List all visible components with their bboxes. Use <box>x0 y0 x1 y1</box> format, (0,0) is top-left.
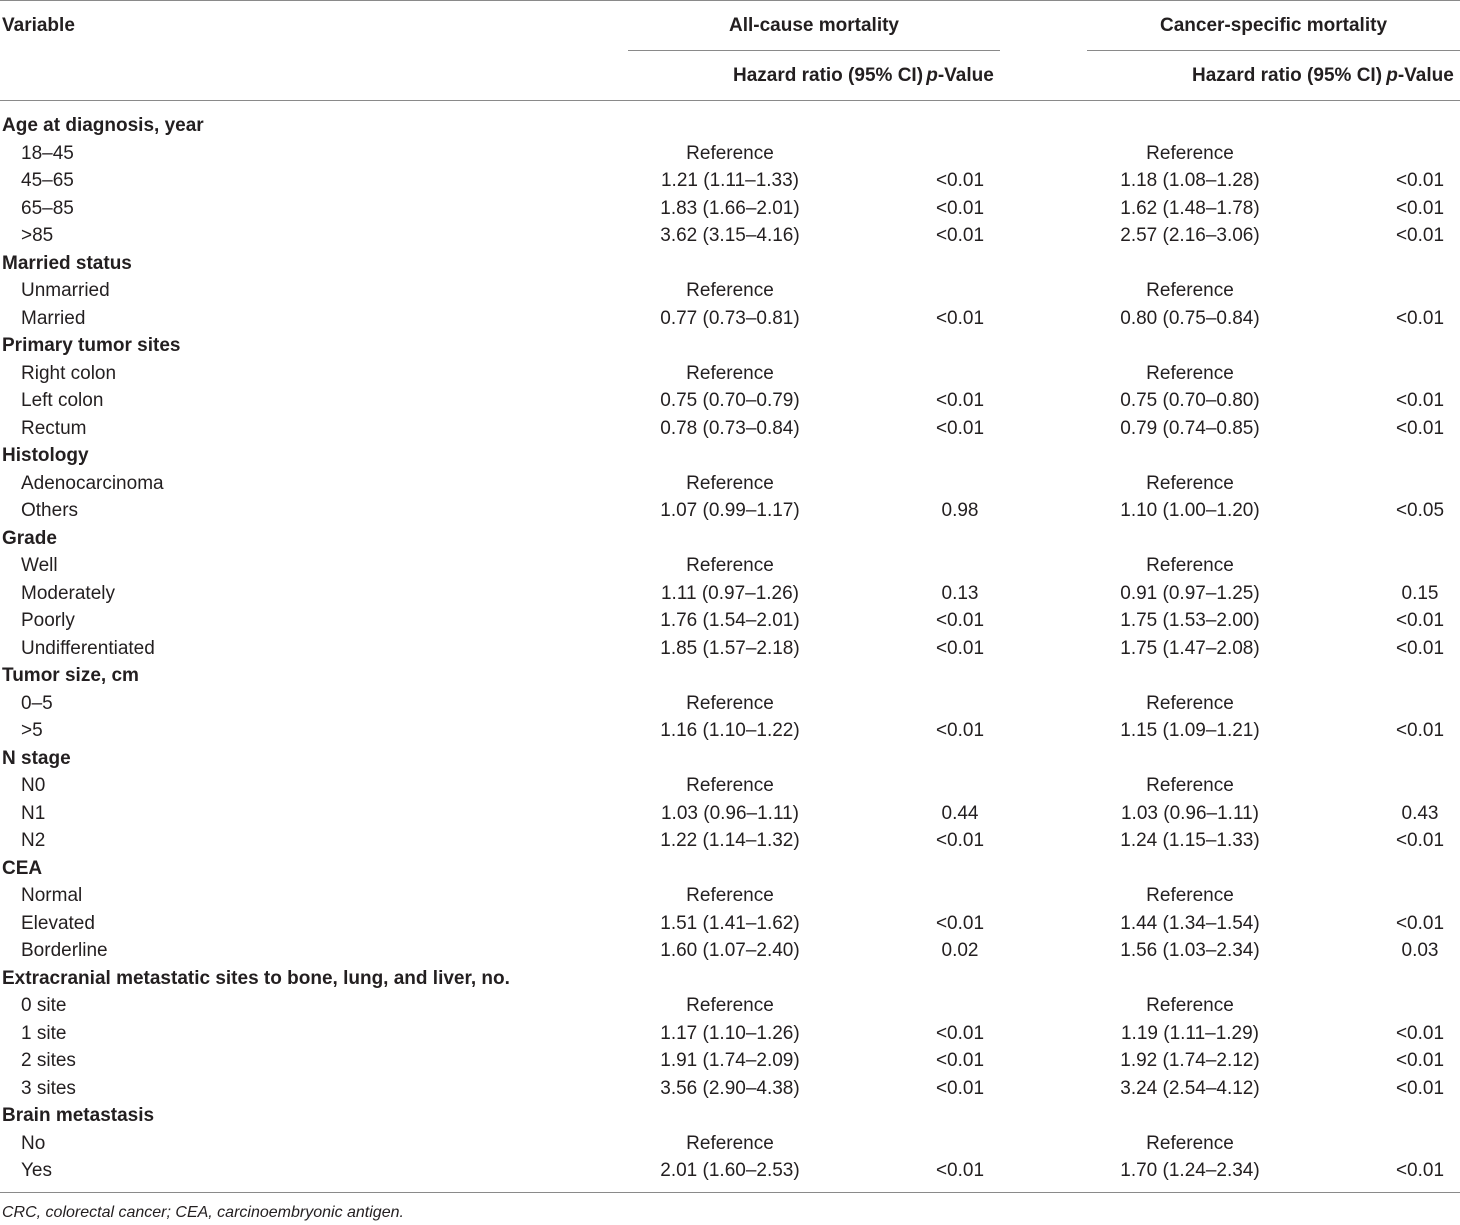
hazard-ratio-cancer-specific: 1.15 (1.09–1.21) <box>1120 720 1260 741</box>
hazard-ratio-cancer-specific: Reference <box>1146 692 1234 714</box>
hazard-ratio-cancer-specific: Reference <box>1146 775 1234 796</box>
p-value-cancer-specific: <0.01 <box>1395 390 1445 411</box>
section-row <box>0 112 1460 140</box>
p-value-all-cause: 0.44 <box>941 802 979 824</box>
hazard-ratio-cancer-specific: 1.19 (1.11–1.29) <box>1120 1022 1260 1044</box>
p-value-all-cause: <0.01 <box>935 610 985 631</box>
hazard-ratio-cancer-specific: 1.62 (1.48–1.78) <box>1120 197 1260 219</box>
table-row <box>0 1020 1460 1048</box>
p-value-all-cause: <0.01 <box>935 637 985 659</box>
p-value-all-cause: 0.13 <box>941 582 979 604</box>
table-body <box>0 112 1460 1185</box>
hazard-ratio-all-cause: Reference <box>686 885 774 906</box>
p-value-all-cause: <0.01 <box>935 1050 985 1071</box>
table-row <box>0 635 1460 663</box>
row-label: Poorly <box>21 610 75 631</box>
top-rule <box>0 0 1460 1</box>
row-label: Well <box>21 555 58 576</box>
row-label: >85 <box>21 225 54 246</box>
p-value-cancer-specific: <0.01 <box>1395 912 1445 934</box>
table-row <box>0 1047 1460 1075</box>
table-row <box>0 552 1460 580</box>
table-row <box>0 827 1460 855</box>
row-label: Moderately <box>21 582 115 604</box>
table-row <box>0 387 1460 415</box>
hazard-ratio-all-cause: 0.77 (0.73–0.81) <box>660 307 800 329</box>
hazard-ratio-all-cause: Reference <box>686 995 774 1016</box>
row-label: 45–65 <box>21 170 74 191</box>
p-value-cancer-specific: <0.01 <box>1395 307 1445 329</box>
table-row <box>0 1130 1460 1158</box>
p-value-cancer-specific: <0.01 <box>1395 720 1445 741</box>
row-label: 3 sites <box>21 1077 76 1099</box>
p-value-all-cause: 0.98 <box>941 500 979 521</box>
table-row <box>0 1075 1460 1103</box>
hazard-ratio-all-cause: 0.75 (0.70–0.79) <box>660 390 800 411</box>
header-cancer-specific-mortality: Cancer-specific mortality <box>1159 15 1388 36</box>
section-row <box>0 250 1460 278</box>
hazard-ratio-cancer-specific: 1.75 (1.53–2.00) <box>1120 610 1260 631</box>
p-value-all-cause: <0.01 <box>935 1160 985 1181</box>
section-row <box>0 745 1460 773</box>
table-row <box>0 497 1460 525</box>
p-value-cancer-specific: 0.03 <box>1401 940 1439 961</box>
row-label: Undifferentiated <box>21 637 155 659</box>
p-value-cancer-specific: <0.01 <box>1395 197 1445 219</box>
hazard-ratio-all-cause: 2.01 (1.60–2.53) <box>660 1160 800 1181</box>
hazard-ratio-cancer-specific: 1.10 (1.00–1.20) <box>1120 500 1260 521</box>
p-value-all-cause: <0.01 <box>935 307 985 329</box>
row-label: Yes <box>21 1160 52 1181</box>
hazard-ratio-all-cause: 1.51 (1.41–1.62) <box>660 912 800 934</box>
row-label: Unmarried <box>21 280 110 301</box>
hazard-ratio-cancer-specific: 0.75 (0.70–0.80) <box>1120 390 1260 411</box>
p-value-all-cause: <0.01 <box>935 390 985 411</box>
hazard-ratio-all-cause: 1.60 (1.07–2.40) <box>660 940 800 961</box>
section-label: Histology <box>2 445 89 466</box>
all-cause-subrule <box>628 50 1000 51</box>
table-row <box>0 910 1460 938</box>
row-label: Left colon <box>21 390 104 411</box>
p-value-cancer-specific: <0.01 <box>1395 417 1445 439</box>
p-value-all-cause: <0.01 <box>935 225 985 246</box>
hazard-ratio-cancer-specific: Reference <box>1146 885 1234 906</box>
p-value-all-cause: 0.02 <box>941 940 979 961</box>
hazard-ratio-all-cause: Reference <box>686 472 774 494</box>
table-row <box>0 140 1460 168</box>
p-value-cancer-specific: <0.01 <box>1395 1077 1445 1099</box>
row-label: 18–45 <box>21 142 74 164</box>
row-label: No <box>21 1132 46 1154</box>
hazard-ratio-cancer-specific: 1.03 (0.96–1.11) <box>1120 802 1260 824</box>
section-row <box>0 525 1460 553</box>
hazard-ratio-all-cause: 3.62 (3.15–4.16) <box>660 225 800 246</box>
p-value-all-cause: <0.01 <box>935 1077 985 1099</box>
hazard-ratio-cancer-specific: Reference <box>1146 555 1234 576</box>
row-label: Right colon <box>21 362 117 384</box>
hazard-ratio-all-cause: 1.11 (0.97–1.26) <box>660 582 800 604</box>
p-value-cancer-specific: <0.01 <box>1395 637 1445 659</box>
hazard-ratio-all-cause: 1.21 (1.11–1.33) <box>660 170 800 191</box>
row-label: N0 <box>21 775 46 796</box>
p-value-cancer-specific: <0.01 <box>1395 1160 1445 1181</box>
table-row <box>0 277 1460 305</box>
table-footnote: CRC, colorectal cancer; CEA, carcinoembryonic antigen. <box>2 1204 404 1221</box>
table-row <box>0 717 1460 745</box>
table-row <box>0 167 1460 195</box>
hazard-ratio-all-cause: 1.85 (1.57–2.18) <box>660 637 800 659</box>
header-all-cause-mortality: All-cause mortality <box>729 15 899 36</box>
section-label: Grade <box>2 527 57 549</box>
p-value-all-cause: <0.01 <box>935 170 985 191</box>
p-value-cancer-specific: <0.01 <box>1395 170 1445 191</box>
hazard-ratio-all-cause: 1.76 (1.54–2.01) <box>660 610 800 631</box>
hazard-ratio-cancer-specific: Reference <box>1146 1132 1234 1154</box>
hazard-ratio-all-cause: 1.17 (1.10–1.26) <box>660 1022 800 1044</box>
row-label: Married <box>21 307 86 329</box>
section-label: Married status <box>2 252 132 274</box>
hazard-ratio-cancer-specific: 2.57 (2.16–3.06) <box>1120 225 1260 246</box>
section-label: Primary tumor sites <box>2 335 181 356</box>
row-label: N1 <box>21 802 46 824</box>
hazard-ratio-cancer-specific: Reference <box>1146 280 1234 301</box>
bottom-rule <box>0 1192 1460 1193</box>
p-value-cancer-specific: <0.01 <box>1395 830 1445 851</box>
table-row <box>0 222 1460 250</box>
hazard-ratio-cancer-specific: 1.92 (1.74–2.12) <box>1120 1050 1260 1071</box>
p-value-all-cause: <0.01 <box>935 197 985 219</box>
p-value-cancer-specific: <0.01 <box>1395 610 1445 631</box>
hazard-ratio-cancer-specific: 1.75 (1.47–2.08) <box>1120 637 1260 659</box>
hazard-ratio-all-cause: 0.78 (0.73–0.84) <box>660 417 800 439</box>
section-row <box>0 332 1460 360</box>
table-row <box>0 992 1460 1020</box>
row-label: 1 site <box>21 1022 67 1044</box>
p-value-all-cause: <0.01 <box>935 830 985 851</box>
p-value-cancer-specific: 0.43 <box>1401 802 1439 824</box>
row-label: Elevated <box>21 912 95 934</box>
table-row <box>0 415 1460 443</box>
cancer-specific-subrule <box>1087 50 1460 51</box>
section-row <box>0 662 1460 690</box>
section-label: N stage <box>2 747 71 769</box>
hazard-ratio-cancer-specific: 1.70 (1.24–2.34) <box>1120 1160 1260 1181</box>
table-row <box>0 470 1460 498</box>
hazard-ratio-all-cause: 1.03 (0.96–1.11) <box>660 802 800 824</box>
hazard-ratio-all-cause: Reference <box>686 1132 774 1154</box>
hazard-ratio-cancer-specific: 1.56 (1.03–2.34) <box>1120 940 1260 961</box>
section-label: Extracranial metastatic sites to bone, lung, and liver, no. <box>2 967 510 989</box>
header-p-value-cancer-specific: p-Value <box>1386 65 1454 86</box>
row-label: Others <box>21 500 79 521</box>
table-row <box>0 882 1460 910</box>
hazard-ratio-cancer-specific: 0.80 (0.75–0.84) <box>1120 307 1260 329</box>
row-label: N2 <box>21 830 46 851</box>
table-row <box>0 305 1460 333</box>
table-row <box>0 772 1460 800</box>
section-row <box>0 442 1460 470</box>
section-label: Brain metastasis <box>2 1105 155 1126</box>
hazard-ratio-cancer-specific: 3.24 (2.54–4.12) <box>1120 1077 1260 1099</box>
hazard-ratio-all-cause: 1.07 (0.99–1.17) <box>660 500 800 521</box>
section-row <box>0 855 1460 883</box>
hazard-ratio-cancer-specific: Reference <box>1146 472 1234 494</box>
table-row <box>0 360 1460 388</box>
table-row <box>0 800 1460 828</box>
header-hazard-ratio-all-cause: Hazard ratio (95% CI) <box>732 65 924 86</box>
hazard-ratio-all-cause: Reference <box>686 280 774 301</box>
section-label: Tumor size, cm <box>2 665 139 686</box>
header-hazard-ratio-cancer-specific: Hazard ratio (95% CI) <box>1191 65 1383 86</box>
hazard-ratio-cancer-specific: 0.91 (0.97–1.25) <box>1120 582 1260 604</box>
hazard-ratio-all-cause: 1.16 (1.10–1.22) <box>660 720 800 741</box>
hazard-ratio-all-cause: Reference <box>686 555 774 576</box>
hazard-ratio-all-cause: 1.91 (1.74–2.09) <box>660 1050 800 1071</box>
hazard-ratio-cancer-specific: 1.18 (1.08–1.28) <box>1120 170 1260 191</box>
header-variable: Variable <box>2 15 75 36</box>
p-value-cancer-specific: <0.01 <box>1395 225 1445 246</box>
p-value-cancer-specific: <0.01 <box>1395 1022 1445 1044</box>
hazard-ratio-all-cause: 3.56 (2.90–4.38) <box>660 1077 800 1099</box>
section-label: Age at diagnosis, year <box>2 115 204 136</box>
p-value-cancer-specific: 0.15 <box>1401 582 1439 604</box>
table-row <box>0 195 1460 223</box>
table-row <box>0 1157 1460 1185</box>
p-value-all-cause: <0.01 <box>935 720 985 741</box>
table-row <box>0 580 1460 608</box>
row-label: 2 sites <box>21 1050 76 1071</box>
p-value-cancer-specific: <0.05 <box>1395 500 1445 521</box>
row-label: Rectum <box>21 417 87 439</box>
hazard-ratio-all-cause: 1.22 (1.14–1.32) <box>660 830 800 851</box>
section-row <box>0 1102 1460 1130</box>
p-value-all-cause: <0.01 <box>935 1022 985 1044</box>
row-label: 0–5 <box>21 692 53 714</box>
section-label: CEA <box>2 857 43 879</box>
row-label: Adenocarcinoma <box>21 472 164 494</box>
section-row <box>0 965 1460 993</box>
row-label: 0 site <box>21 995 67 1016</box>
hazard-ratio-all-cause: Reference <box>686 142 774 164</box>
hazard-ratio-cancer-specific: 0.79 (0.74–0.85) <box>1120 417 1260 439</box>
row-label: 65–85 <box>21 197 74 219</box>
table-row <box>0 937 1460 965</box>
hazard-ratio-all-cause: Reference <box>686 775 774 796</box>
hazard-ratio-cancer-specific: 1.24 (1.15–1.33) <box>1120 830 1260 851</box>
row-label: Borderline <box>21 940 108 961</box>
p-value-all-cause: <0.01 <box>935 417 985 439</box>
hazard-ratio-cancer-specific: 1.44 (1.34–1.54) <box>1120 912 1260 934</box>
hazard-ratio-cancer-specific: Reference <box>1146 995 1234 1016</box>
p-value-cancer-specific: <0.01 <box>1395 1050 1445 1071</box>
header-bottom-rule <box>0 100 1460 101</box>
hazard-ratio-cancer-specific: Reference <box>1146 142 1234 164</box>
hazard-ratio-all-cause: Reference <box>686 692 774 714</box>
header-p-value-all-cause: p-Value <box>926 65 994 86</box>
row-label: >5 <box>21 720 43 741</box>
hazard-ratio-all-cause: 1.83 (1.66–2.01) <box>660 197 800 219</box>
hazard-ratio-all-cause: Reference <box>686 362 774 384</box>
table-row <box>0 607 1460 635</box>
p-value-all-cause: <0.01 <box>935 912 985 934</box>
hazard-ratio-cancer-specific: Reference <box>1146 362 1234 384</box>
table-row <box>0 690 1460 718</box>
row-label: Normal <box>21 885 83 906</box>
